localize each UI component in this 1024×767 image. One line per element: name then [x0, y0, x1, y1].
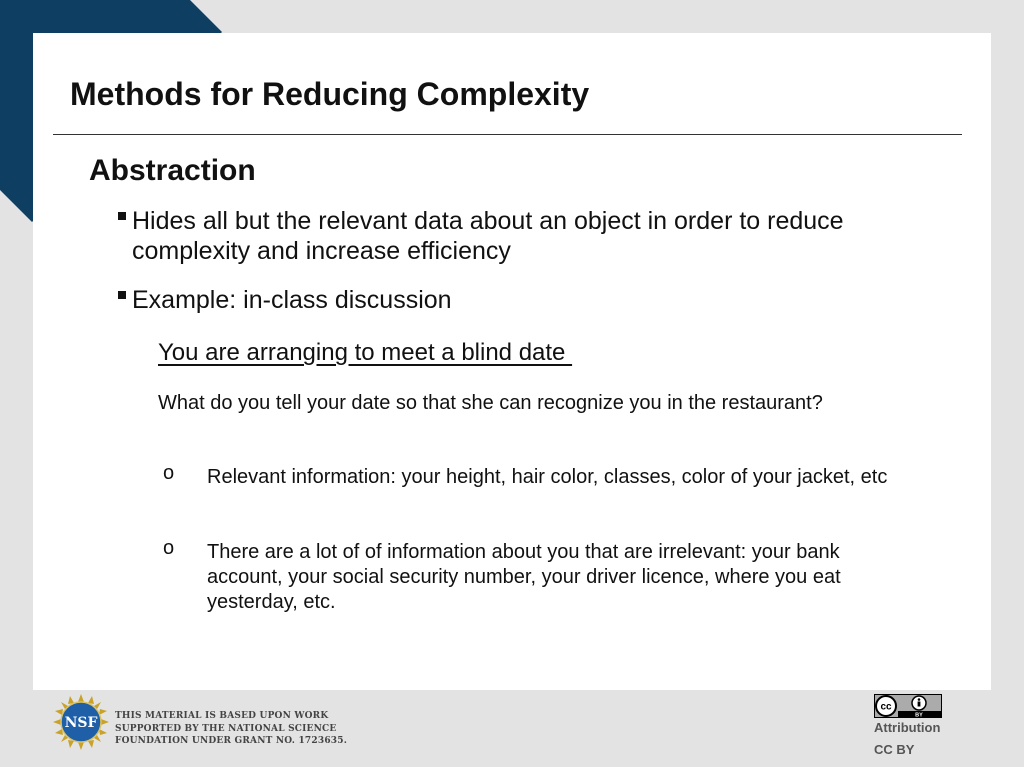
nsf-grant-note	[115, 710, 347, 748]
nsf-note-line: SUPPORTED BY THE NATIONAL SCIENCE	[115, 723, 337, 734]
sub-list-text: Relevant information: your height, hair color, classes, color of your jacket, etc	[207, 466, 888, 488]
section-heading: Abstraction	[89, 154, 256, 187]
nsf-logo-text: NSF	[64, 715, 98, 731]
cc-license-label: CC BY	[874, 742, 915, 757]
square-bullet-icon	[118, 212, 126, 220]
nsf-logo-icon	[53, 694, 109, 750]
circle-bullet-icon: o	[163, 537, 175, 559]
circle-bullet-icon: o	[163, 462, 175, 484]
scenario-question: What do you tell your date so that she can recognize you in the restaurant?	[158, 392, 823, 414]
scenario-prompt: You are arranging to meet a blind date	[158, 339, 573, 366]
bullet-text: Hides all but the relevant data about an object in order to reduce complexity and increase efficiency	[132, 207, 844, 265]
bullet-text: Example: in-class discussion	[132, 286, 452, 314]
sub-list-text: There are a lot of of information about you that are irrelevant: your bank account, your social security number, your driver licence, where you eat yesterday, etc.	[207, 541, 841, 613]
slide-title: Methods for Reducing Complexity	[70, 76, 590, 112]
cc-badge-by-text: BY	[915, 712, 923, 718]
nsf-note-line: FOUNDATION UNDER GRANT NO. 1723635.	[115, 736, 348, 746]
cc-attribution-label: Attribution	[874, 720, 941, 735]
title-divider	[53, 134, 962, 135]
nsf-note-line: THIS MATERIAL IS BASED UPON WORK	[115, 711, 329, 721]
cc-badge-cc-text: cc	[880, 701, 892, 713]
square-bullet-icon	[118, 291, 126, 299]
creative-commons-badge-icon	[874, 694, 942, 718]
